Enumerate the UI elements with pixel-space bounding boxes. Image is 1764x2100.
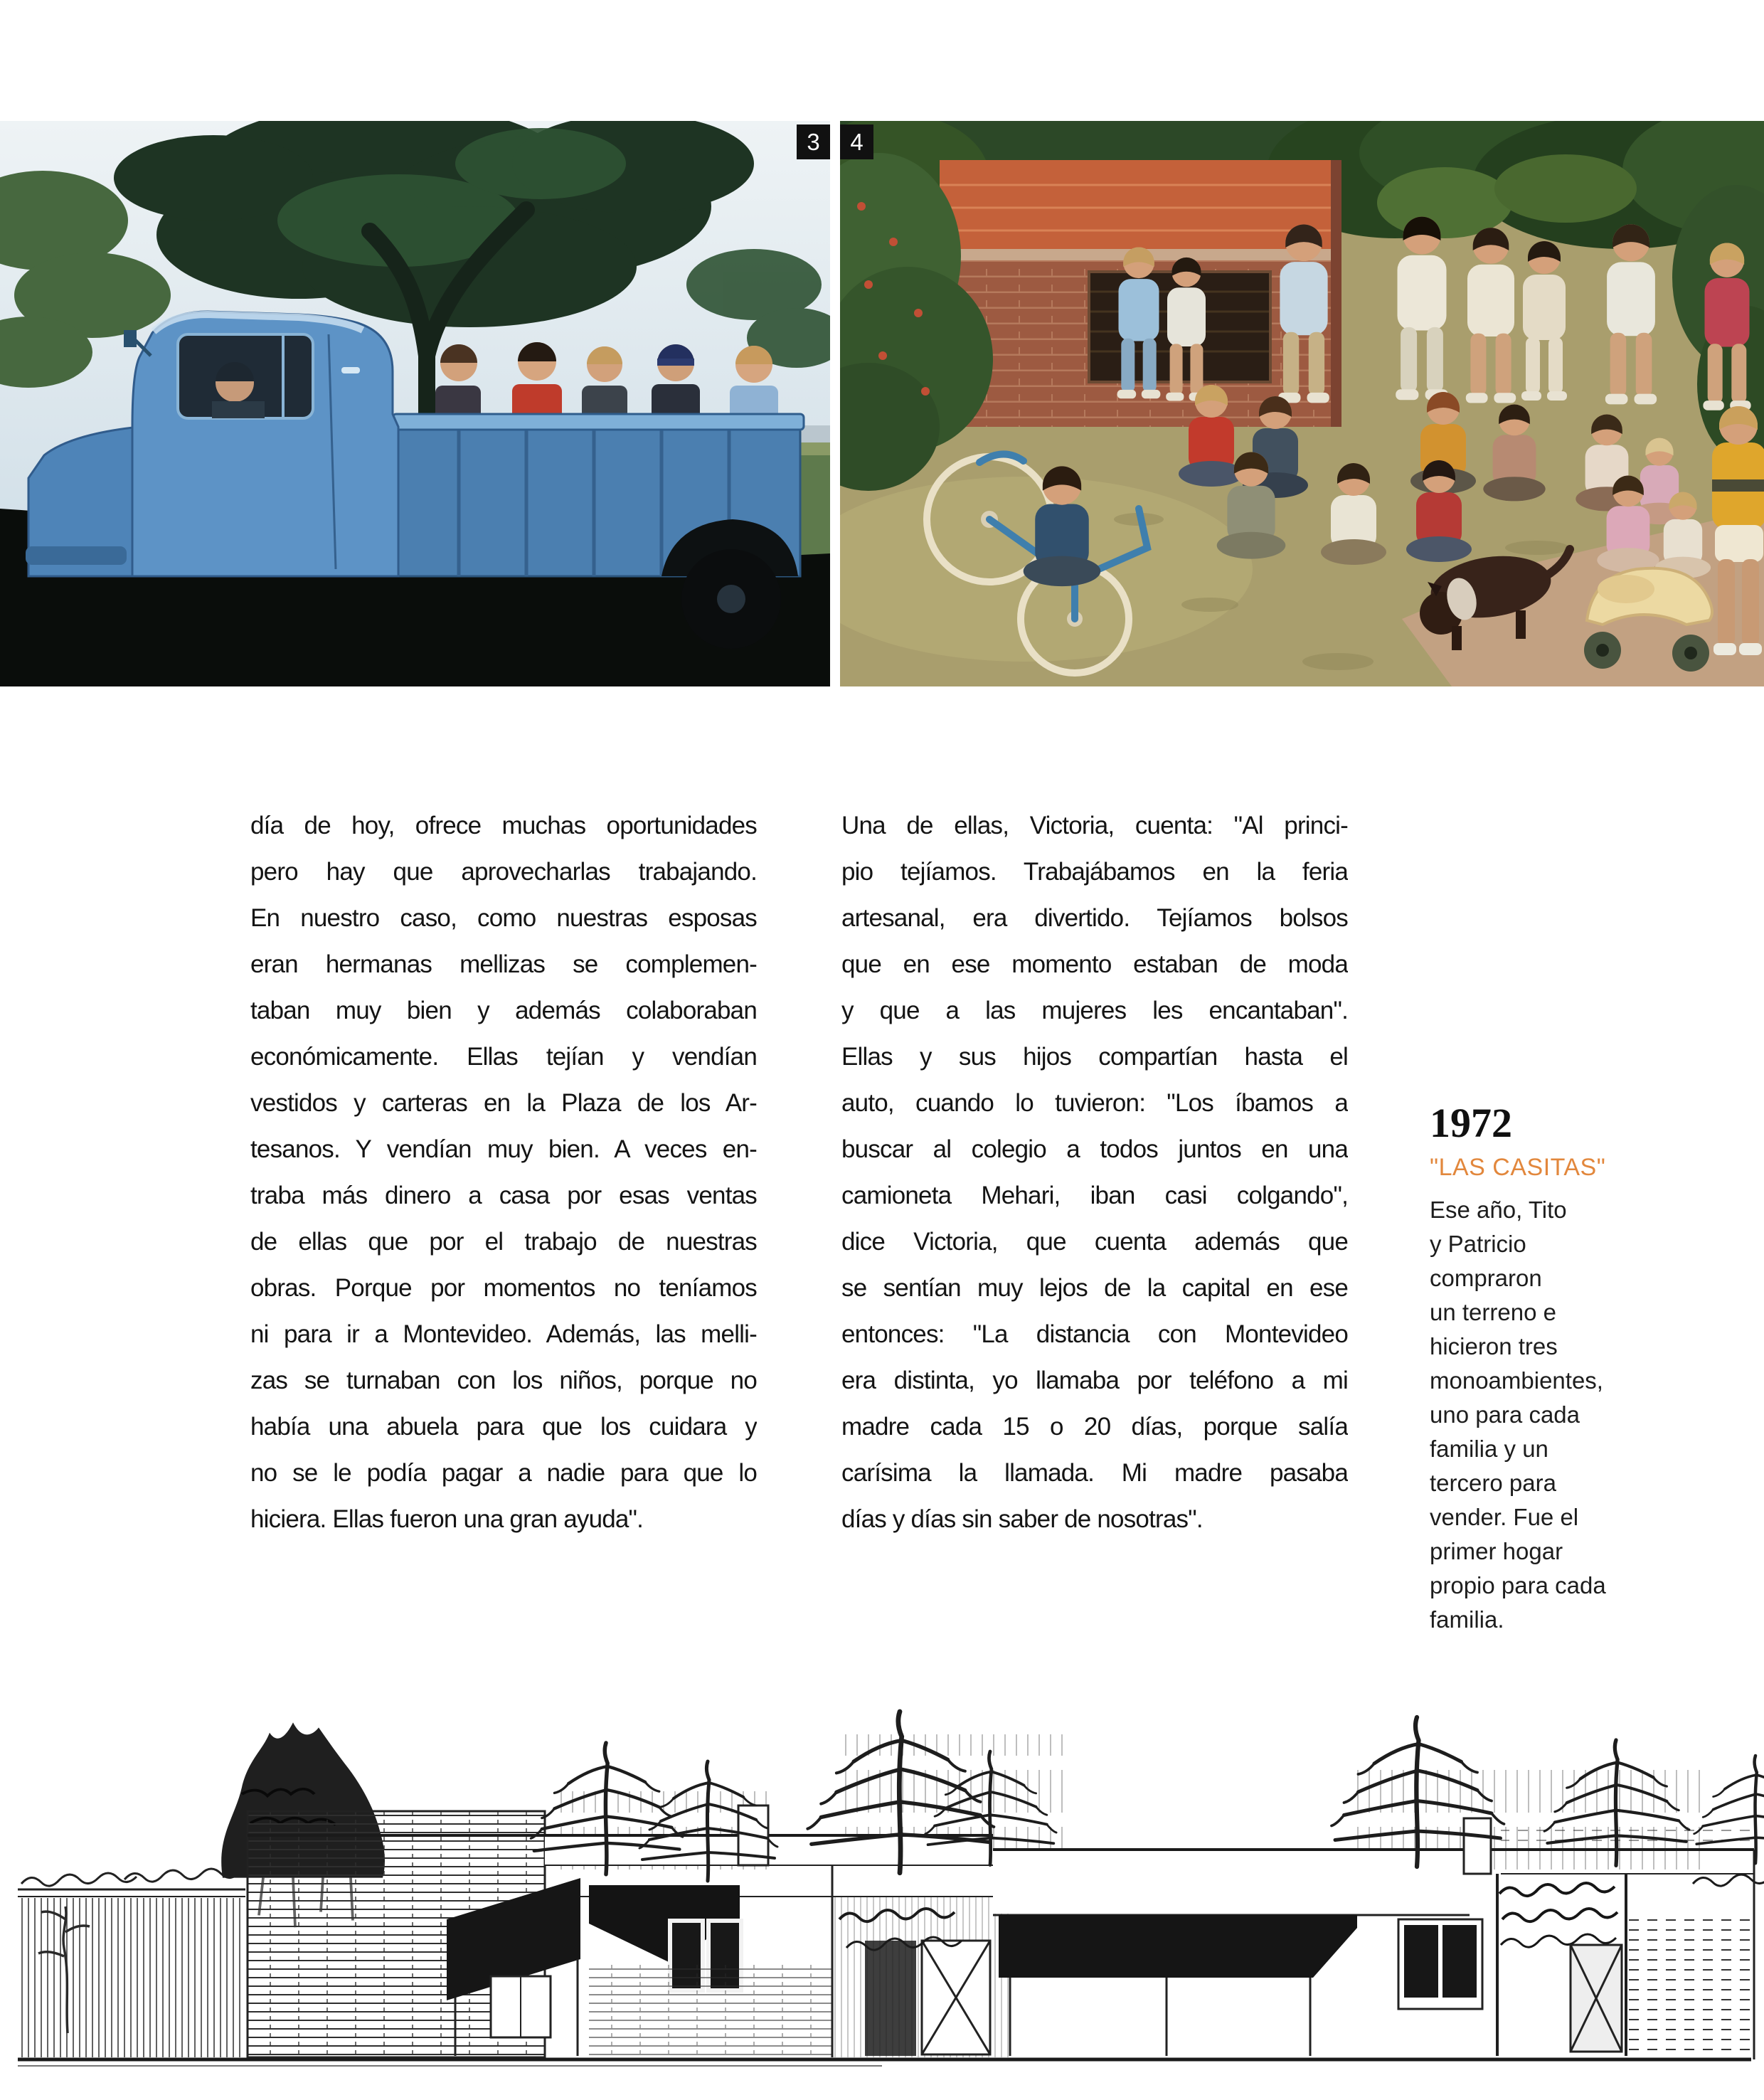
article-text-line: días y días sin saber de nosotras".: [841, 1505, 1203, 1533]
sidebar-text-line: y Patricio: [1430, 1231, 1526, 1257]
truck-bed-rail: [393, 414, 804, 430]
article-text-line: zas se turnaban con los niños, porque no: [250, 1367, 757, 1394]
article-text-line: auto, cuando lo tuvieron: "Los íbamos a: [841, 1089, 1348, 1117]
article-column-left: [250, 802, 757, 1542]
article-text-line: Ellas y sus hijos compartían hasta el: [841, 1043, 1348, 1071]
photo-children-group: [840, 121, 1764, 686]
article-text-line: se sentían muy lejos de la capital en ese: [841, 1274, 1348, 1302]
article-text-line: había una abuela para que los cuidara y: [250, 1413, 757, 1441]
article-text-line: pio tejíamos. Trabajábamos en la feria: [841, 858, 1348, 886]
sidebar-text-line: primer hogar: [1430, 1538, 1563, 1564]
article-text-line: Una de ellas, Victoria, cuenta: "Al princi-: [841, 812, 1348, 839]
sidebar-text-line: compraron: [1430, 1265, 1542, 1291]
article-text-line: En nuestro caso, como nuestras esposas: [250, 904, 757, 932]
article-text-line: de ellas que por el trabajo de nuestras: [250, 1228, 757, 1256]
elevation-sketch-svg: [0, 1706, 1764, 2100]
sidebar-text-line: monoambientes,: [1430, 1367, 1603, 1394]
sidebar-body: [1430, 1193, 1693, 1637]
article-text-line: buscar al colegio a todos juntos en una: [841, 1135, 1348, 1163]
sidebar-text-line: tercero para: [1430, 1470, 1556, 1496]
article-text-line: madre cada 15 o 20 días, porque salía: [841, 1413, 1348, 1441]
article-text-line: que en ese momento estaban de moda: [841, 950, 1348, 978]
article-text-line: traba más dinero a casa por esas ventas: [250, 1182, 757, 1209]
article-text-line: dice Victoria, que cuenta además que: [841, 1228, 1348, 1256]
children-photo-illustration: [840, 121, 1764, 686]
article-text-line: tesanos. Y vendían muy bien. A veces en-: [250, 1135, 757, 1163]
article-text-line: obras. Porque por momentos no teníamos: [250, 1274, 757, 1302]
architectural-elevation-sketch: [0, 1706, 1764, 2100]
sidebar-text-line: vender. Fue el: [1430, 1504, 1579, 1530]
truck-photo-illustration: [0, 121, 830, 686]
article-text-line: día de hoy, ofrece muchas oportunidades: [250, 812, 757, 839]
article-text-line: vestidos y carteras en la Plaza de los Ar-: [250, 1089, 757, 1117]
article-text-line: camioneta Mehari, iban casi colgando",: [841, 1182, 1348, 1209]
article-column-right: [841, 802, 1348, 1542]
photo-number-4: 4: [840, 124, 873, 159]
sidebar-text-line: propio para cada: [1430, 1572, 1606, 1598]
sidebar-text-line: hicieron tres: [1430, 1333, 1558, 1359]
article-text-line: entonces: "La distancia con Montevideo: [841, 1320, 1348, 1348]
sidebar-title: "LAS CASITAS": [1430, 1154, 1606, 1181]
courtyard-middle: [832, 1865, 1010, 2057]
article-text-line: económicamente. Ellas tejían y vendían: [250, 1043, 757, 1071]
sidebar-text-line: Ese año, Tito: [1430, 1197, 1567, 1223]
sidebar-text-line: un terreno e: [1430, 1299, 1556, 1325]
article-text-line: pero hay que aprovecharlas trabajando.: [250, 858, 757, 886]
article-text-line: y que a las mujeres les encantaban".: [841, 997, 1348, 1024]
sidebar-text-line: familia y un: [1430, 1436, 1548, 1462]
article-text-line: artesanal, era divertido. Tejíamos bolsos: [841, 904, 1348, 932]
timeline-sidebar: [1430, 1101, 1693, 1637]
article-text-line: ni para ir a Montevideo. Además, las melli-: [250, 1320, 757, 1348]
article-text-line: taban muy bien y además colaboraban: [250, 997, 757, 1024]
article-text-line: eran hermanas mellizas se complemen-: [250, 950, 757, 978]
fence-left: [18, 1869, 245, 2057]
article-text-line: no se le podía pagar a nadie para que lo: [250, 1459, 757, 1487]
article-text-line: carísima la llamada. Mi madre pasaba: [841, 1459, 1348, 1487]
sidebar-text-line: uno para cada: [1430, 1401, 1580, 1428]
article-text-line: era distinta, yo llamaba por teléfono a mi: [841, 1367, 1348, 1394]
sidebar-year: 1972: [1430, 1100, 1512, 1146]
sidebar-text-line: familia.: [1430, 1606, 1504, 1633]
chimney: [1464, 1818, 1491, 1874]
photo-number-3: 3: [797, 124, 830, 159]
dark-awning: [999, 1915, 1357, 1978]
photo-truck-with-children: [0, 121, 830, 686]
article-text-line: hiciera. Ellas fueron una gran ayuda".: [250, 1505, 644, 1533]
